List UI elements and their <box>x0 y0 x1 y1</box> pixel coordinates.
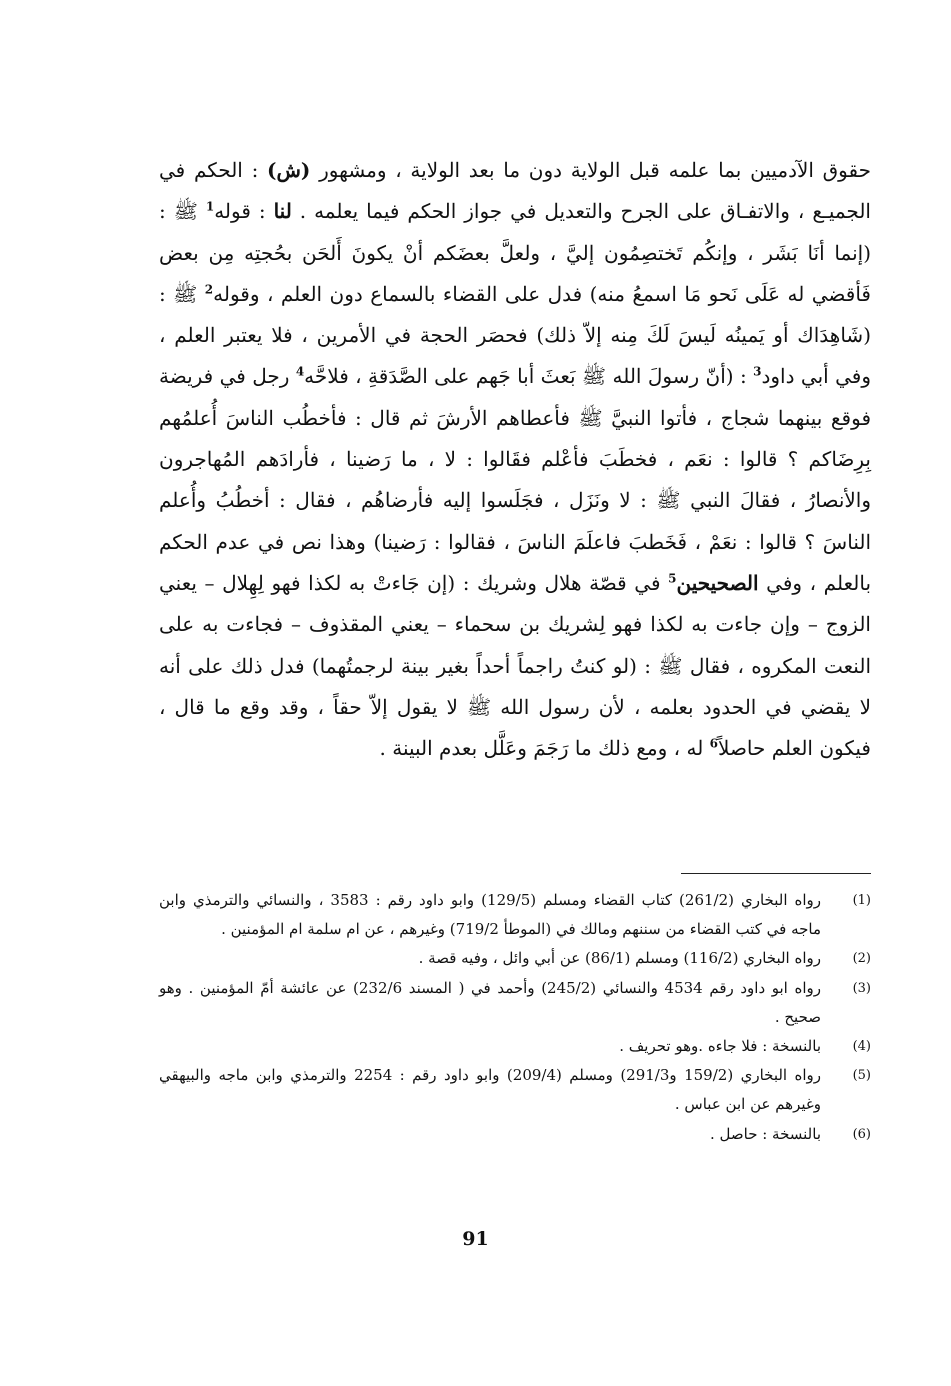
footnote-item <box>159 886 871 944</box>
text-segment: ﷺ : (شَاهِدَاك أو يَمينُه لَيسَ لَكَ مِنه إلاّ ذلك) فحصَر الحجة في الأمرين ، فلا يعتبر العلم ، وفي أبي داود <box>159 281 871 389</box>
text-segment: : قوله <box>214 199 274 224</box>
main-body-text <box>159 150 871 769</box>
footnote-reference: 1 <box>205 199 215 214</box>
footnote-number: (1) <box>852 893 871 908</box>
text-segment: ﷺ : (إنما أنَا بَشَر ، وإنكُم تَختصِمُون إليَّ ، ولعلَّ بعضَكم أنْ يكونَ أَلحَن بحُجتِه مِن بعض فَأقضي له عَلَى نَحو مَا اسمعُ منه) فدل على القضاء بالسماع دون العلم ، وقوله <box>159 199 871 306</box>
footnotes-list <box>159 886 871 1149</box>
text-segment: له ، ومع ذلك ما رَجَمَ وعَلَّل بعدم البينة . <box>379 736 710 761</box>
text-segment: : (أنّ رسولَ الله ﷺ بَعثَ أبا جَهم على الصَّدَقةِ ، فلاحَّه <box>304 364 754 389</box>
footnote-reference: 6 <box>709 736 719 751</box>
footnote-reference: 3 <box>753 364 762 379</box>
footnote-text: بالنسخة : فلا جاءه .وهو تحريف . <box>619 1037 821 1056</box>
bold-text-segment: (ش) <box>267 158 311 182</box>
footnote-reference: 2 <box>204 282 214 297</box>
footnote-item <box>159 1120 871 1149</box>
footnote-text: رواه ابو داود رقم 4534 والنسائي (245/2) وأحمد في ( المسند 232/6) عن عائشة أمّ المؤمنين . وهو صحيح . <box>159 978 821 1026</box>
bold-text-segment: لنا <box>273 199 292 224</box>
page-number: 91 <box>462 1228 489 1250</box>
footnote-item <box>159 1032 871 1061</box>
footnote-item <box>159 1061 871 1119</box>
text-segment: رجل في فريضة فوقع بينهما شجاج ، فأتوا النبيَّ ﷺ فأعطاهم الأرشَ ثم قال : فأخطُب الناسَ أُعلمُهم بِرِضَاكم ؟ قالوا : نعَم ، فخطَبَ فأعْلم فقَالوا : لا ، ما رَضينا ، فأرادَهم المُهاجرون والأنصارُ ، فقالَ النبي ﷺ : لا ونَزَل ، فجَلَسوا إليه فأرضاهُم ، فقال : أخطُبُ وأُعلم الناسَ ؟ قالوا : نعَمْ ، فَخَطبَ فاعلَمَ الناسَ ، فقالوا : رَضينا) وهذا نص في عدم الحكم بالعلم ، وفي <box>159 364 872 595</box>
footnote-number: (4) <box>852 1039 871 1055</box>
text-segment: في قصّة هلال وشريك : (إن جَاءتْ به لكذا فهو لِهِلال – يعني الزوج – وإن جاءت به لكذا فهو لِشريك بن سحماء – يعني المقذوف – فجاءت به على النعت المكروه ، فقال ﷺ : (لو كنتُ راجماً أحداً بغير بينة لرجمتُهما) فدل ذلك على أنه لا يقضي في الحدود بعلمه ، لأن رسول الله ﷺ لا يقول إلاّ حقاً ، وقد وقع ما قال ، فيكون العلم حاصلاً <box>159 570 871 761</box>
footnote-item <box>159 944 871 973</box>
footnote-text: رواه البخاري (159/2 و291/3) ومسلم (209/4) وابو داود رقم : 2254 والترمذي وابن ماجه والبيهقي وغيرهم عن ابن عباس . <box>159 1066 822 1114</box>
footnote-item <box>159 974 871 1032</box>
footnote-text: بالنسخة : حاصل . <box>709 1124 821 1143</box>
footnote-number: (6) <box>852 1126 871 1142</box>
footnote-separator <box>681 873 871 874</box>
footnote-reference: 5 <box>668 571 677 586</box>
text-segment: : الحكم في الجميـع ، والاتفـاق على الجرح والتعديل في جواز الحكم فيما يعلمه . <box>159 158 871 224</box>
footnote-text: رواه البخاري (116/2) ومسلم (86/1) عن أبي وائل ، وفيه قصة . <box>418 949 821 968</box>
text-segment: حقوق الآدميين بما علمه قبل الولاية دون ما بعد الولاية ، ومشهور <box>310 158 871 182</box>
footnote-reference: 4 <box>295 364 305 379</box>
footnote-number: (2) <box>852 951 871 967</box>
footnote-text: رواه البخاري (261/2) كتاب القضاء ومسلم (129/5) وابو داود رقم : 3583 ، والنسائي والترمذي وابن ماجه في كتب القضاء من سننهم ومالك في (الموطأ 719/2) وغيرهم ، عن ام سلمة ام المؤمنين . <box>159 891 822 939</box>
footnote-number: (3) <box>852 980 871 996</box>
footnote-number: (5) <box>852 1068 871 1084</box>
bold-text-segment: الصحيحين <box>676 570 759 595</box>
